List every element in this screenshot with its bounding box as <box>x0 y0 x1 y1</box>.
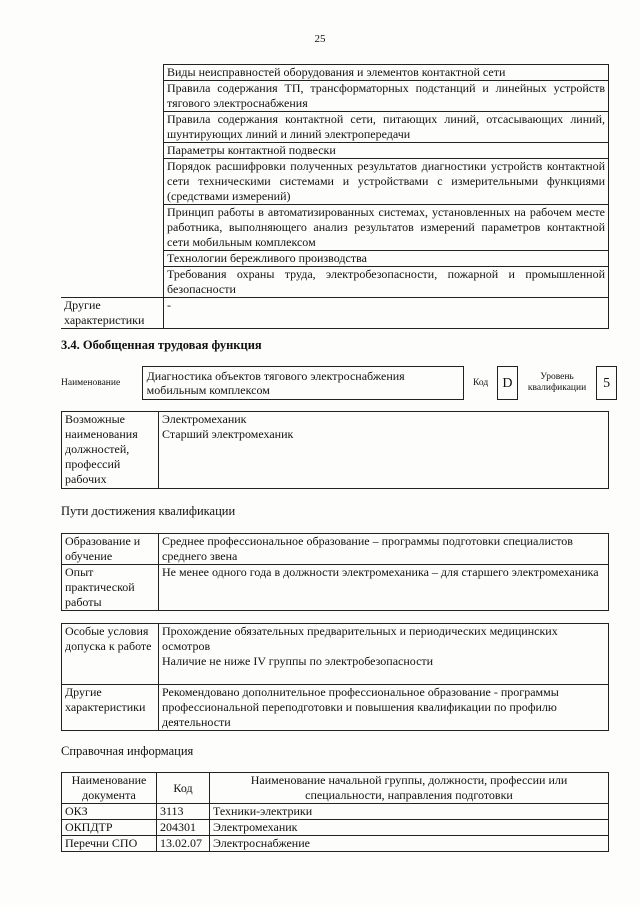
table-row <box>62 836 609 852</box>
section-title: 3.4. Обобщенная трудовая функция <box>61 338 262 352</box>
code-label: Код <box>472 377 489 388</box>
position-item: Старший электромеханик <box>162 427 294 441</box>
ref-title: Справочная информация <box>61 744 194 758</box>
conditions-table <box>61 623 609 731</box>
ref-cell: Электромеханик <box>210 820 609 836</box>
requirement-item: Параметры контактной подвески <box>164 143 609 159</box>
code-value: D <box>498 367 518 400</box>
requirement-item: Технологии бережливого производства <box>164 251 609 267</box>
requirement-item: Порядок расшифровки полученных результатов диагностики устройств контактной сети техническими системами и устройствами с измерительными функциями (средствами измерений) <box>164 159 609 205</box>
conditions-value <box>159 624 609 685</box>
ref-cell: ОКПДТР <box>62 820 157 836</box>
ref-cell: 204301 <box>157 820 210 836</box>
ref-cell: Электроснабжение <box>210 836 609 852</box>
paths-title: Пути достижения квалификации <box>61 504 236 518</box>
ref-cell: Техники-электрики <box>210 804 609 820</box>
positions-label: Возможные наименования должностей, профессий рабочих <box>62 412 159 489</box>
positions-value <box>159 412 609 489</box>
requirement-item: Виды неисправностей оборудования и элементов контактной сети <box>164 65 609 81</box>
ref-cell: Перечни СПО <box>62 836 157 852</box>
table-row <box>62 820 609 836</box>
condition-item: Прохождение обязательных предварительных и периодических медицинских осмотров <box>162 624 558 653</box>
education-value: Среднее профессиональное образование – программы подготовки специалистов среднего звена <box>159 534 609 565</box>
name-label: Наименование <box>61 377 121 388</box>
ref-header-name: Наименование начальной группы, должности, профессии или специальности, направления подготовки <box>210 773 609 804</box>
other-characteristics-label: Другие характеристики <box>61 298 164 329</box>
name-value: Диагностика объектов тягового электроснабжения мобильным комплексом <box>142 367 463 400</box>
ref-cell: ОКЗ <box>62 804 157 820</box>
ref-cell: 13.02.07 <box>157 836 210 852</box>
requirements-label-cell <box>61 65 164 298</box>
page-number: 25 <box>314 33 326 45</box>
requirement-item: Требования охраны труда, электробезопасности, пожарной и промышленной безопасности <box>164 267 609 298</box>
condition-item: Наличие не ниже IV группы по электробезопасности <box>162 654 434 668</box>
position-item: Электромеханик <box>162 412 247 426</box>
other2-value: Рекомендовано дополнительное профессиональное образование - программы профессиональной переподготовки и повышения квалификации по профилю деятельности <box>159 685 609 731</box>
positions-table <box>61 411 609 489</box>
requirement-item: Правила содержания ТП, трансформаторных подстанций и линейных устройств тягового электроснабжения <box>164 81 609 112</box>
education-label: Образование и обучение <box>62 534 159 565</box>
level-value: 5 <box>597 367 617 400</box>
conditions-label: Особые условия допуска к работе <box>62 624 159 685</box>
requirement-item: Принцип работы в автоматизированных системах, установленных на рабочем месте работника, выполняющего анализ результатов измерений параметров контактной сети мобильным комплексом <box>164 205 609 251</box>
experience-value: Не менее одного года в должности электромеханика – для старшего электромеханика <box>159 565 609 611</box>
other2-label: Другие характеристики <box>62 685 159 731</box>
ref-header-doc: Наименование документа <box>62 773 157 804</box>
ref-cell: 3113 <box>157 804 210 820</box>
reference-table <box>61 772 609 852</box>
ref-header-code: Код <box>157 773 210 804</box>
table-row <box>62 804 609 820</box>
requirement-item: Правила содержания контактной сети, питающих линий, отсасывающих линий, шунтирующих линий и линий электропередачи <box>164 112 609 143</box>
other-characteristics-value: - <box>164 298 609 329</box>
experience-label: Опыт практической работы <box>62 565 159 611</box>
level-label: Уровень квалификации <box>527 372 587 393</box>
function-header <box>61 366 617 400</box>
requirements-table <box>61 64 609 329</box>
paths-table <box>61 533 609 611</box>
